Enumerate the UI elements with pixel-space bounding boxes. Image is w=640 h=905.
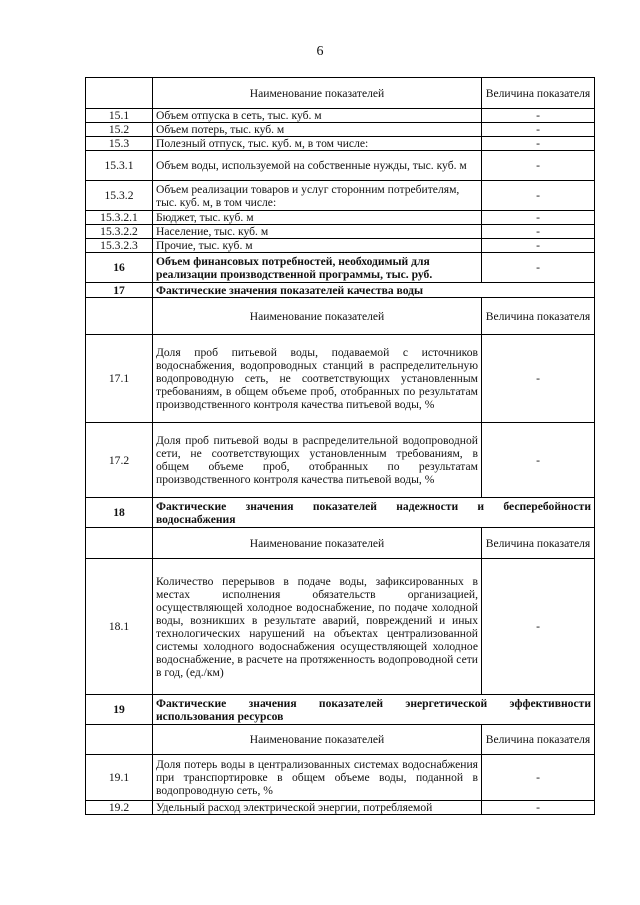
row-name: Удельный расход электрической энергии, потребляемой <box>153 801 482 815</box>
table-row <box>86 423 595 498</box>
row-value: - <box>482 239 595 253</box>
header-value-cell: Величина показателя <box>482 78 595 109</box>
row-value: - <box>482 559 595 695</box>
page-number: 6 <box>316 44 324 59</box>
row-number: 15.3.2 <box>86 181 153 211</box>
row-name: Объем реализации товаров и услуг сторонним потребителям, тыс. куб. м, в том числе: <box>153 181 482 211</box>
row-value: - <box>482 211 595 225</box>
row-name: Объем отпуска в сеть, тыс. куб. м <box>153 109 482 123</box>
row-number: 15.2 <box>86 123 153 137</box>
row-number: 17.1 <box>86 335 153 423</box>
table-row <box>86 181 595 211</box>
table-header-row <box>86 528 595 559</box>
row-name: Доля потерь воды в централизованных системах водоснабжения при транспортировке в общем объеме воды, поданной в водопроводную сеть, % <box>153 755 482 801</box>
row-value: - <box>482 423 595 498</box>
section-title: Фактические значения показателей качества воды <box>153 283 595 298</box>
section-heading-row <box>86 498 595 528</box>
table-row <box>86 225 595 239</box>
header-name-cell: Наименование показателей <box>153 528 482 559</box>
row-value: - <box>482 123 595 137</box>
row-name: Объем финансовых потребностей, необходимый для реализации производственной программы, тыс. руб. <box>153 253 482 283</box>
table-row <box>86 755 595 801</box>
header-empty-cell <box>86 528 153 559</box>
row-name: Объем воды, используемой на собственные нужды, тыс. куб. м <box>153 151 482 181</box>
table-row <box>86 335 595 423</box>
row-name: Количество перерывов в подаче воды, зафиксированных в местах исполнения обязательств организацией, осуществляющей холодное водоснабжение, по подаче холодной воды, возникших в результате аварий, повреждений и иных технологических нарушений на объектах централизованной системы холодного водоснабжения осуществляющей холодное водоснабжение, в расчете на протяженность водопроводной сети в год, (ед./км) <box>153 559 482 695</box>
header-empty-cell <box>86 78 153 109</box>
row-value: - <box>482 755 595 801</box>
header-empty-cell <box>86 298 153 335</box>
row-value: - <box>482 109 595 123</box>
row-value: - <box>482 253 595 283</box>
header-value-cell: Величина показателя <box>482 725 595 755</box>
table-header-row <box>86 78 595 109</box>
row-number: 16 <box>86 253 153 283</box>
row-name: Население, тыс. куб. м <box>153 225 482 239</box>
section-heading-row <box>86 283 595 298</box>
row-name: Объем потерь, тыс. куб. м <box>153 123 482 137</box>
row-value: - <box>482 801 595 815</box>
header-name-cell: Наименование показателей <box>153 298 482 335</box>
table-row <box>86 801 595 815</box>
indicators-table <box>85 77 595 815</box>
row-number: 19.1 <box>86 755 153 801</box>
header-empty-cell <box>86 725 153 755</box>
header-value-cell: Величина показателя <box>482 298 595 335</box>
table-row <box>86 151 595 181</box>
row-name: Доля проб питьевой воды в распределительной водопроводной сети, не соответствующих установленным требованиям, в общем объеме проб, отобранных по результатам производственного контроля качества питьевой воды, % <box>153 423 482 498</box>
section-number: 19 <box>86 695 153 725</box>
row-value: - <box>482 225 595 239</box>
row-name: Бюджет, тыс. куб. м <box>153 211 482 225</box>
row-value: - <box>482 151 595 181</box>
table-row <box>86 211 595 225</box>
table-row <box>86 109 595 123</box>
row-name: Полезный отпуск, тыс. куб. м, в том числе: <box>153 137 482 151</box>
header-name-cell: Наименование показателей <box>153 78 482 109</box>
section-number: 17 <box>86 283 153 298</box>
row-value: - <box>482 137 595 151</box>
table-row <box>86 123 595 137</box>
section-heading-row <box>86 695 595 725</box>
section-title: Фактические значения показателей энергетической эффективности использования ресурсов <box>153 695 595 725</box>
row-number: 15.3.2.3 <box>86 239 153 253</box>
section-title: Фактические значения показателей надежности и бесперебойности водоснабжения <box>153 498 595 528</box>
row-number: 19.2 <box>86 801 153 815</box>
table-header-row <box>86 298 595 335</box>
header-value-cell: Величина показателя <box>482 528 595 559</box>
table-row <box>86 239 595 253</box>
table-row <box>86 137 595 151</box>
row-name: Доля проб питьевой воды, подаваемой с источников водоснабжения, водопроводных станций в распределительную водопроводную сеть, не соответствующих установленным требованиям, в общем объеме проб, отобранных по результатам производственного контроля качества питьевой воды, % <box>153 335 482 423</box>
row-number: 15.3.2.2 <box>86 225 153 239</box>
section-number: 18 <box>86 498 153 528</box>
row-number: 15.3.1 <box>86 151 153 181</box>
row-value: - <box>482 181 595 211</box>
row-number: 18.1 <box>86 559 153 695</box>
row-name: Прочие, тыс. куб. м <box>153 239 482 253</box>
row-number: 15.1 <box>86 109 153 123</box>
row-number: 15.3 <box>86 137 153 151</box>
table-row <box>86 253 595 283</box>
table-row <box>86 559 595 695</box>
row-value: - <box>482 335 595 423</box>
header-name-cell: Наименование показателей <box>153 725 482 755</box>
table-header-row <box>86 725 595 755</box>
row-number: 15.3.2.1 <box>86 211 153 225</box>
row-number: 17.2 <box>86 423 153 498</box>
